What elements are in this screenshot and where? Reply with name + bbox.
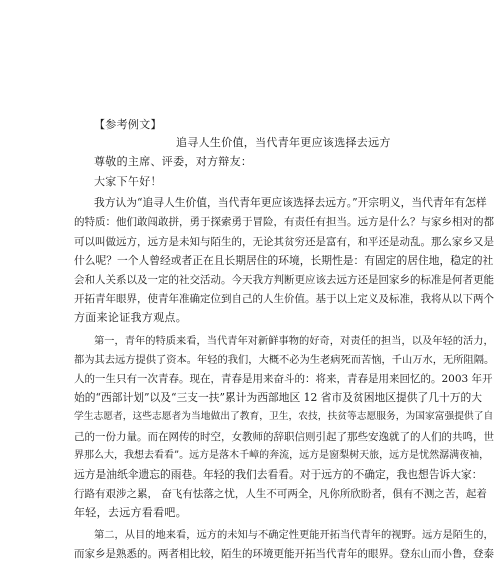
section-label: 【参考例文】 [94,118,162,131]
paragraph-line: 我方认为“追寻人生价值，当代青年更应该选择去远方。”开宗明义，当代青年有怎样 [94,196,487,210]
paragraph-line: 方面来论证我方观点。 [74,311,187,325]
paragraph-line: 行路有艰涉之累， 奋飞有怯落之忧，人生不可两全，凡你所欣盼者，俱有不测之苦，起着 [74,487,487,500]
paragraph-line: 人的一生只有一次青春。现在，青春是用来奋斗的：将来，青春是用来回忆的。2003 年开 [74,373,493,386]
salutation: 尊敬的主席、评委，对方辩友： [94,155,253,169]
paragraph-line: 第二，从目的地来看，远方的未知与不确定性更能开拓当代青年的视野。远方是陌生的， [94,528,494,541]
paragraph-line: 界那么大，我想去看看”。远方是落木千嶂的奔流，远方是窗梨树天旅，远方是忧然潺满夜袖， [74,449,490,461]
paragraph-line: 远方是油纸伞遗忘的雨巷。年轻的我们去看看。对于远方的不确定，我也想告诉大家： [74,467,483,481]
paragraph-line: 第一，青年的特质来看，当代青年对新鲜事物的好奇，对责任的担当，以及年轻的活力， [94,334,494,347]
paragraph-line: 可以叫做远方，远方是未知与陌生的，无论其贫穷还是富有，和平还是动乱。那么家乡又是 [74,235,494,248]
paragraph-line: 开拓青年眼界，使青年准确定位到自己的人生价值。基于以上定义及标准，我将从以下两个 [74,292,494,305]
paragraph-line: 己的一份力量。而在网传的时空，女教师的辞职信则引起了那些安逸就了的人们的共鸣，世 [74,430,494,443]
paragraph-line: 始的“西部计划”以及“三支一扶”累计为西部地区 12 省市及贫困地区提供了几十万的大 [74,391,482,405]
paragraph-line: 会和人关系以及一定的社交活动。今天我方判断更应该去远方还是回家乡的标准是何者更能 [74,273,494,286]
essay-title: 追寻人生价值，当代青年更应该选择去远方 [176,136,391,150]
paragraph-line: 什么呢？一个人曾经或者正在且长期居住的环境，长期性是：有固定的居住地，稳定的社 [74,253,494,267]
paragraph-line: 都为其去远方提供了资本。年轻的我们，大概不必为生老病死而苦恼，千山万水，无所阻隔。 [74,353,495,366]
paragraph-line: 学生志愿者，这些志愿者为当地做出了教育，卫生，农技，扶贫等志愿服务，为国家富强提供了自 [74,411,494,423]
greeting: 大家下午好！ [94,175,162,189]
paragraph-line: 年轻，去远方看看吧。 [74,506,187,519]
paragraph-line: 而家乡是熟悉的。两者相比较，陌生的环境更能开拓当代青年的眼界。登东山而小鲁，登泰 [74,548,494,560]
paragraph-line: 的特质：他们敢闯敢拼，勇于探索勇于冒险，有责任有担当。远方是什么？与家乡相对的都 [74,216,494,229]
